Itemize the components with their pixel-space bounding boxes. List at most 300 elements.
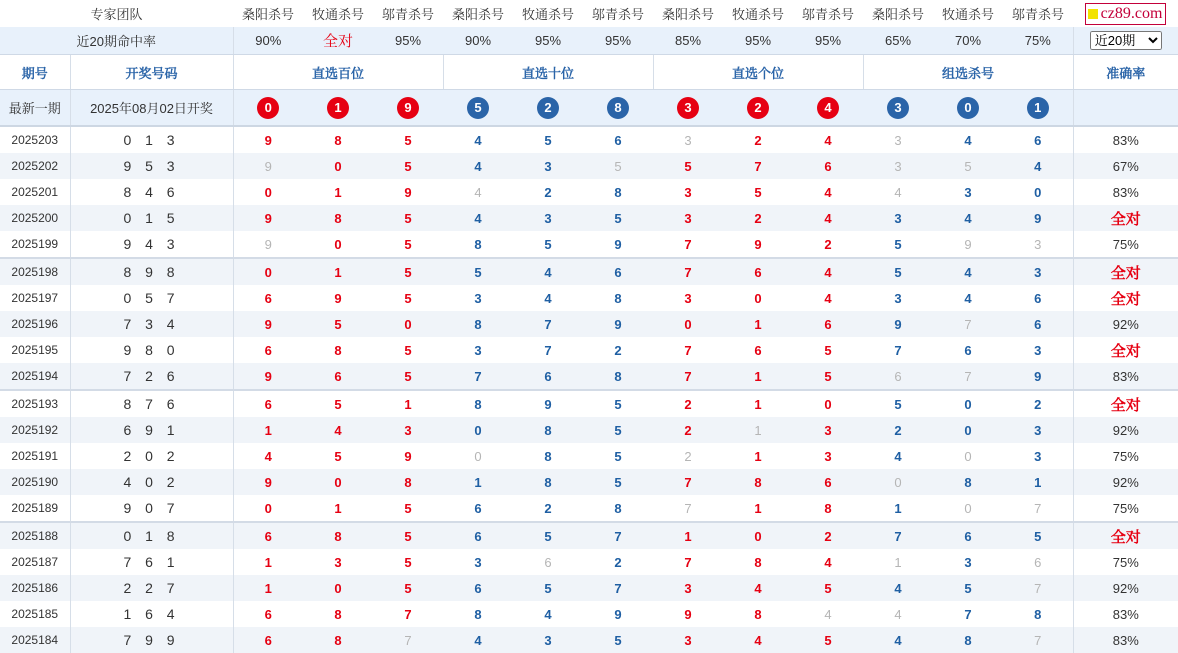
kill-prediction: 3 bbox=[684, 132, 692, 148]
draw-numbers: 9 5 3 bbox=[70, 153, 233, 179]
kill-prediction: 8 bbox=[513, 417, 583, 443]
latest-ball-cell bbox=[513, 90, 583, 127]
kill-prediction: 1 bbox=[723, 311, 793, 337]
accuracy-value: 全对 bbox=[1073, 390, 1178, 417]
kill-prediction: 3 bbox=[513, 627, 583, 653]
kill-prediction: 9 bbox=[233, 205, 303, 231]
kill-prediction: 4 bbox=[793, 258, 863, 285]
kill-prediction: 2 bbox=[544, 500, 552, 516]
draw-numbers: 7 3 4 bbox=[70, 311, 233, 337]
accuracy-value: 92% bbox=[1073, 469, 1178, 495]
draw-numbers: 4 0 2 bbox=[70, 469, 233, 495]
issue-number: 2025187 bbox=[11, 555, 59, 569]
kill-prediction: 5 bbox=[754, 184, 762, 200]
kill-prediction: 3 bbox=[684, 184, 692, 200]
number-ball: 0 bbox=[957, 97, 979, 119]
number-ball: 1 bbox=[327, 97, 349, 119]
kill-prediction: 5 bbox=[863, 258, 933, 285]
kill-prediction: 2 bbox=[863, 417, 933, 443]
kill-prediction: 8 bbox=[474, 606, 482, 622]
kill-prediction: 6 bbox=[443, 522, 513, 549]
expert-name: 牧通杀号 bbox=[312, 7, 365, 22]
kill-prediction: 5 bbox=[544, 236, 552, 252]
accuracy-value: 75% bbox=[1073, 549, 1178, 575]
kill-prediction: 5 bbox=[653, 153, 723, 179]
draw-numbers: 2 0 2 bbox=[70, 443, 233, 469]
kill-prediction: 5 bbox=[583, 153, 653, 179]
table-row bbox=[0, 549, 1178, 575]
kill-prediction: 0 bbox=[373, 311, 443, 337]
kill-prediction: 4 bbox=[544, 606, 552, 622]
kill-prediction: 7 bbox=[684, 554, 692, 570]
expert-name: 邬青杀号 bbox=[802, 7, 855, 22]
kill-prediction: 1 bbox=[754, 448, 762, 464]
issue-number: 2025196 bbox=[0, 311, 70, 337]
accuracy-value: 全对 bbox=[1073, 285, 1178, 311]
col-group-hundreds: 直选百位 bbox=[233, 55, 443, 90]
kill-prediction: 7 bbox=[653, 469, 723, 495]
kill-prediction: 5 bbox=[583, 627, 653, 653]
kill-prediction: 3 bbox=[653, 627, 723, 653]
kill-prediction: 2 bbox=[614, 342, 622, 358]
draw-numbers: 0 1 3 bbox=[70, 126, 233, 153]
accuracy-value: 75% bbox=[1073, 495, 1178, 522]
kill-prediction: 7 bbox=[894, 342, 902, 358]
kill-prediction: 3 bbox=[373, 417, 443, 443]
kill-prediction: 2 bbox=[754, 132, 762, 148]
kill-prediction: 4 bbox=[824, 554, 832, 570]
kill-prediction: 8 bbox=[754, 554, 762, 570]
kill-prediction: 5 bbox=[404, 342, 412, 358]
kill-prediction: 4 bbox=[443, 627, 513, 653]
draw-numbers: 9 4 3 bbox=[70, 231, 233, 258]
kill-prediction: 5 bbox=[404, 290, 412, 306]
latest-ball-cell bbox=[793, 90, 863, 127]
kill-prediction: 3 bbox=[653, 205, 723, 231]
kill-prediction: 5 bbox=[404, 554, 412, 570]
kill-prediction: 5 bbox=[373, 205, 443, 231]
kill-prediction: 5 bbox=[443, 258, 513, 285]
kill-prediction: 8 bbox=[1034, 606, 1042, 622]
hit-rate-row bbox=[0, 27, 1178, 55]
kill-prediction: 4 bbox=[1003, 153, 1073, 179]
kill-prediction: 0 bbox=[474, 448, 482, 464]
kill-prediction: 7 bbox=[373, 627, 443, 653]
kill-prediction: 4 bbox=[863, 575, 933, 601]
kill-prediction: 8 bbox=[544, 448, 552, 464]
kill-prediction: 1 bbox=[373, 390, 443, 417]
issue-number: 2025200 bbox=[0, 205, 70, 231]
kill-prediction: 6 bbox=[233, 601, 303, 627]
kill-prediction: 3 bbox=[1034, 448, 1042, 464]
hit-rate: 95% bbox=[793, 27, 863, 55]
draw-numbers: 9 0 7 bbox=[70, 495, 233, 522]
kill-prediction: 5 bbox=[583, 390, 653, 417]
kill-prediction: 0 bbox=[1034, 184, 1042, 200]
kill-prediction: 4 bbox=[894, 448, 902, 464]
draw-numbers: 8 9 8 bbox=[70, 258, 233, 285]
kill-prediction: 5 bbox=[933, 575, 1003, 601]
kill-prediction: 8 bbox=[373, 469, 443, 495]
kill-prediction: 9 bbox=[1003, 205, 1073, 231]
table-row bbox=[0, 231, 1178, 258]
kill-prediction: 6 bbox=[964, 342, 972, 358]
table-row bbox=[0, 337, 1178, 363]
draw-numbers: 0 1 8 bbox=[70, 522, 233, 549]
kill-prediction: 3 bbox=[474, 342, 482, 358]
kill-prediction: 7 bbox=[583, 575, 653, 601]
kill-prediction: 8 bbox=[614, 290, 622, 306]
kill-prediction: 5 bbox=[404, 500, 412, 516]
kill-prediction: 8 bbox=[334, 132, 342, 148]
kill-prediction: 3 bbox=[964, 554, 972, 570]
expert-name: 邬青杀号 bbox=[592, 7, 645, 22]
kill-prediction: 5 bbox=[373, 258, 443, 285]
expert-name: 桑阳杀号 bbox=[452, 7, 505, 22]
kill-prediction: 9 bbox=[684, 606, 692, 622]
kill-prediction: 0 bbox=[233, 179, 303, 205]
kill-prediction: 8 bbox=[443, 311, 513, 337]
kill-prediction: 3 bbox=[793, 417, 863, 443]
kill-prediction: 5 bbox=[404, 236, 412, 252]
table-row bbox=[0, 285, 1178, 311]
kill-prediction: 0 bbox=[793, 390, 863, 417]
logo-cell bbox=[1073, 0, 1178, 27]
table-row bbox=[0, 311, 1178, 337]
kill-prediction: 3 bbox=[474, 554, 482, 570]
kill-prediction: 9 bbox=[863, 311, 933, 337]
kill-prediction: 1 bbox=[334, 184, 342, 200]
kill-prediction: 9 bbox=[233, 231, 303, 258]
issue-number: 2025191 bbox=[11, 449, 59, 463]
kill-prediction: 3 bbox=[334, 554, 342, 570]
kill-prediction: 1 bbox=[1003, 469, 1073, 495]
draw-numbers: 7 9 9 bbox=[70, 627, 233, 653]
latest-ball-cell bbox=[233, 90, 303, 127]
kill-prediction: 3 bbox=[894, 290, 902, 306]
kill-prediction: 4 bbox=[933, 205, 1003, 231]
kill-prediction: 5 bbox=[303, 311, 373, 337]
kill-prediction: 0 bbox=[233, 495, 303, 522]
issue-number: 2025189 bbox=[11, 501, 59, 515]
kill-prediction: 3 bbox=[684, 290, 692, 306]
kill-prediction: 5 bbox=[824, 342, 832, 358]
number-ball: 0 bbox=[257, 97, 279, 119]
kill-prediction: 5 bbox=[373, 363, 443, 390]
kill-prediction: 9 bbox=[614, 606, 622, 622]
table-row bbox=[0, 443, 1178, 469]
number-ball: 3 bbox=[677, 97, 699, 119]
kill-prediction: 4 bbox=[863, 627, 933, 653]
hit-rate: 95% bbox=[513, 27, 583, 55]
kill-prediction: 7 bbox=[863, 522, 933, 549]
accuracy-value: 83% bbox=[1073, 179, 1178, 205]
table-row bbox=[0, 495, 1178, 522]
kill-prediction: 9 bbox=[404, 184, 412, 200]
kill-prediction: 5 bbox=[583, 205, 653, 231]
issue-number: 2025190 bbox=[0, 469, 70, 495]
accuracy-value: 92% bbox=[1073, 311, 1178, 337]
latest-ball-cell bbox=[1003, 90, 1073, 127]
kill-prediction: 4 bbox=[964, 290, 972, 306]
col-group-tens: 直选十位 bbox=[443, 55, 653, 90]
kill-prediction: 2 bbox=[1003, 390, 1073, 417]
table-row bbox=[0, 627, 1178, 653]
kill-prediction: 6 bbox=[793, 469, 863, 495]
kill-prediction: 1 bbox=[443, 469, 513, 495]
kill-prediction: 0 bbox=[303, 469, 373, 495]
accuracy-value: 全对 bbox=[1073, 205, 1178, 231]
expert-header-row bbox=[0, 0, 1178, 27]
kill-prediction: 0 bbox=[233, 258, 303, 285]
expert-name: 桑阳杀号 bbox=[872, 7, 925, 22]
draw-numbers: 6 9 1 bbox=[70, 417, 233, 443]
table-row bbox=[0, 126, 1178, 153]
issue-number: 2025185 bbox=[11, 607, 59, 621]
kill-prediction: 9 bbox=[513, 390, 583, 417]
accuracy-value: 全对 bbox=[1073, 522, 1178, 549]
kill-prediction: 5 bbox=[614, 448, 622, 464]
latest-ball-cell bbox=[373, 90, 443, 127]
kill-prediction: 9 bbox=[614, 236, 622, 252]
kill-prediction: 8 bbox=[933, 627, 1003, 653]
kill-prediction: 8 bbox=[303, 205, 373, 231]
kill-prediction: 8 bbox=[303, 627, 373, 653]
kill-prediction: 7 bbox=[404, 606, 412, 622]
latest-date: 2025年08月02日开奖 bbox=[70, 90, 233, 127]
kill-prediction: 0 bbox=[334, 236, 342, 252]
kill-prediction: 7 bbox=[583, 522, 653, 549]
kill-prediction: 1 bbox=[334, 500, 342, 516]
kill-prediction: 0 bbox=[754, 290, 762, 306]
accuracy-value: 83% bbox=[1073, 627, 1178, 653]
table-row bbox=[0, 575, 1178, 601]
issue-number: 2025188 bbox=[0, 522, 70, 549]
accuracy-value: 83% bbox=[1073, 601, 1178, 627]
kill-prediction: 1 bbox=[233, 575, 303, 601]
hit-rate: 90% bbox=[233, 27, 303, 55]
table-row bbox=[0, 153, 1178, 179]
kill-prediction: 7 bbox=[933, 363, 1003, 390]
kill-prediction: 1 bbox=[233, 417, 303, 443]
kill-prediction: 2 bbox=[824, 236, 832, 252]
kill-prediction: 8 bbox=[583, 363, 653, 390]
kill-prediction: 8 bbox=[303, 522, 373, 549]
kill-prediction: 7 bbox=[544, 342, 552, 358]
kill-prediction: 4 bbox=[824, 132, 832, 148]
kill-prediction: 3 bbox=[1034, 236, 1042, 252]
logo-square-icon bbox=[1088, 9, 1098, 19]
accuracy-value: 75% bbox=[1073, 231, 1178, 258]
kill-prediction: 4 bbox=[964, 132, 972, 148]
kill-prediction: 3 bbox=[863, 153, 933, 179]
kill-prediction: 4 bbox=[933, 258, 1003, 285]
issue-number: 2025194 bbox=[0, 363, 70, 390]
expert-name: 牧通杀号 bbox=[942, 7, 995, 22]
kill-prediction: 0 bbox=[303, 153, 373, 179]
draw-numbers: 0 5 7 bbox=[70, 285, 233, 311]
col-issue: 期号 bbox=[0, 55, 70, 90]
kill-prediction: 9 bbox=[233, 363, 303, 390]
period-select[interactable] bbox=[1090, 31, 1162, 50]
latest-ball-cell bbox=[443, 90, 513, 127]
kill-prediction: 6 bbox=[443, 575, 513, 601]
kill-prediction: 2 bbox=[653, 417, 723, 443]
hit-rate: 95% bbox=[583, 27, 653, 55]
kill-prediction: 7 bbox=[684, 500, 692, 516]
kill-prediction: 8 bbox=[334, 606, 342, 622]
period-select-cell bbox=[1073, 27, 1178, 55]
col-accuracy: 准确率 bbox=[1073, 55, 1178, 90]
number-ball: 5 bbox=[467, 97, 489, 119]
kill-prediction: 6 bbox=[303, 363, 373, 390]
kill-prediction: 5 bbox=[894, 236, 902, 252]
table-row bbox=[0, 417, 1178, 443]
kill-prediction: 5 bbox=[793, 575, 863, 601]
kill-prediction: 3 bbox=[474, 290, 482, 306]
kill-prediction: 1 bbox=[723, 417, 793, 443]
latest-ball-cell bbox=[723, 90, 793, 127]
issue-number: 2025203 bbox=[11, 133, 59, 147]
kill-prediction: 9 bbox=[964, 236, 972, 252]
table-row bbox=[0, 522, 1178, 549]
kill-prediction: 7 bbox=[1003, 627, 1073, 653]
kill-prediction: 0 bbox=[723, 522, 793, 549]
kill-prediction: 2 bbox=[614, 554, 622, 570]
draw-numbers: 0 1 5 bbox=[70, 205, 233, 231]
kill-prediction: 3 bbox=[513, 205, 583, 231]
kill-prediction: 6 bbox=[544, 554, 552, 570]
hit-rate: 95% bbox=[723, 27, 793, 55]
kill-prediction: 9 bbox=[233, 311, 303, 337]
kill-prediction: 2 bbox=[653, 390, 723, 417]
kill-prediction: 4 bbox=[443, 153, 513, 179]
draw-numbers: 7 6 1 bbox=[70, 549, 233, 575]
number-ball: 2 bbox=[537, 97, 559, 119]
kill-prediction: 5 bbox=[544, 132, 552, 148]
hit-rate-label: 近20期命中率 bbox=[0, 27, 233, 55]
kill-prediction: 6 bbox=[233, 522, 303, 549]
expert-name: 牧通杀号 bbox=[732, 7, 785, 22]
kill-prediction: 9 bbox=[1003, 363, 1073, 390]
logo-text: cz89.com bbox=[1100, 4, 1163, 22]
kill-prediction: 3 bbox=[824, 448, 832, 464]
kill-prediction: 6 bbox=[233, 337, 303, 363]
kill-prediction: 5 bbox=[303, 390, 373, 417]
kill-prediction: 4 bbox=[824, 184, 832, 200]
kill-prediction: 9 bbox=[233, 469, 303, 495]
expert-name: 桑阳杀号 bbox=[242, 7, 295, 22]
kill-prediction: 3 bbox=[863, 205, 933, 231]
kill-prediction: 4 bbox=[894, 606, 902, 622]
kill-prediction: 8 bbox=[723, 469, 793, 495]
kill-prediction: 7 bbox=[443, 363, 513, 390]
kill-prediction: 6 bbox=[1034, 132, 1042, 148]
kill-prediction: 0 bbox=[443, 417, 513, 443]
kill-prediction: 6 bbox=[233, 627, 303, 653]
number-ball: 8 bbox=[607, 97, 629, 119]
latest-ball-cell bbox=[863, 90, 933, 127]
kill-prediction: 7 bbox=[513, 311, 583, 337]
kill-prediction: 2 bbox=[684, 448, 692, 464]
latest-draw-row bbox=[0, 90, 1178, 127]
kill-prediction: 4 bbox=[443, 205, 513, 231]
latest-ball-cell bbox=[933, 90, 1003, 127]
latest-ball-cell bbox=[583, 90, 653, 127]
kill-prediction: 3 bbox=[513, 153, 583, 179]
issue-number: 2025197 bbox=[11, 291, 59, 305]
hit-rate: 全对 bbox=[303, 27, 373, 55]
table-row bbox=[0, 390, 1178, 417]
kill-prediction: 5 bbox=[863, 390, 933, 417]
kill-prediction: 8 bbox=[614, 184, 622, 200]
kill-prediction: 4 bbox=[824, 606, 832, 622]
kill-prediction: 7 bbox=[933, 311, 1003, 337]
issue-number: 2025192 bbox=[0, 417, 70, 443]
latest-ball-cell bbox=[303, 90, 373, 127]
table-row bbox=[0, 179, 1178, 205]
kill-prediction: 4 bbox=[303, 417, 373, 443]
kill-prediction: 5 bbox=[404, 132, 412, 148]
table-row bbox=[0, 363, 1178, 390]
col-group-combo: 组选杀号 bbox=[863, 55, 1073, 90]
kill-prediction: 3 bbox=[1003, 258, 1073, 285]
kill-prediction: 7 bbox=[1034, 500, 1042, 516]
issue-number: 2025199 bbox=[11, 237, 59, 251]
kill-prediction: 9 bbox=[754, 236, 762, 252]
kill-prediction: 6 bbox=[474, 500, 482, 516]
table-row bbox=[0, 258, 1178, 285]
kill-prediction: 3 bbox=[653, 575, 723, 601]
kill-prediction: 4 bbox=[544, 290, 552, 306]
kill-prediction: 8 bbox=[933, 469, 1003, 495]
expert-name: 桑阳杀号 bbox=[662, 7, 715, 22]
draw-numbers: 1 6 4 bbox=[70, 601, 233, 627]
latest-label: 最新一期 bbox=[0, 90, 70, 127]
issue-number: 2025202 bbox=[0, 153, 70, 179]
kill-prediction: 0 bbox=[303, 575, 373, 601]
issue-number: 2025198 bbox=[0, 258, 70, 285]
issue-number: 2025186 bbox=[0, 575, 70, 601]
kill-prediction: 8 bbox=[474, 236, 482, 252]
column-header-row bbox=[0, 55, 1178, 90]
kill-prediction: 4 bbox=[233, 443, 303, 469]
kill-prediction: 1 bbox=[894, 554, 902, 570]
table-row bbox=[0, 205, 1178, 231]
kill-prediction: 9 bbox=[233, 126, 303, 153]
kill-prediction: 5 bbox=[373, 522, 443, 549]
col-group-units: 直选个位 bbox=[653, 55, 863, 90]
expert-name: 邬青杀号 bbox=[1012, 7, 1065, 22]
kill-prediction: 2 bbox=[793, 522, 863, 549]
draw-numbers: 8 7 6 bbox=[70, 390, 233, 417]
site-logo[interactable] bbox=[1085, 3, 1167, 25]
draw-numbers: 7 2 6 bbox=[70, 363, 233, 390]
issue-number: 2025201 bbox=[11, 185, 59, 199]
kill-prediction: 4 bbox=[723, 575, 793, 601]
kill-prediction: 4 bbox=[474, 132, 482, 148]
number-ball: 9 bbox=[397, 97, 419, 119]
kill-prediction: 9 bbox=[583, 311, 653, 337]
kill-prediction: 6 bbox=[1034, 290, 1042, 306]
kill-prediction: 9 bbox=[233, 153, 303, 179]
kill-prediction: 8 bbox=[443, 390, 513, 417]
kill-prediction: 8 bbox=[614, 500, 622, 516]
kill-prediction: 4 bbox=[793, 205, 863, 231]
kill-prediction: 5 bbox=[373, 153, 443, 179]
kill-prediction: 5 bbox=[513, 522, 583, 549]
kill-prediction: 7 bbox=[684, 236, 692, 252]
